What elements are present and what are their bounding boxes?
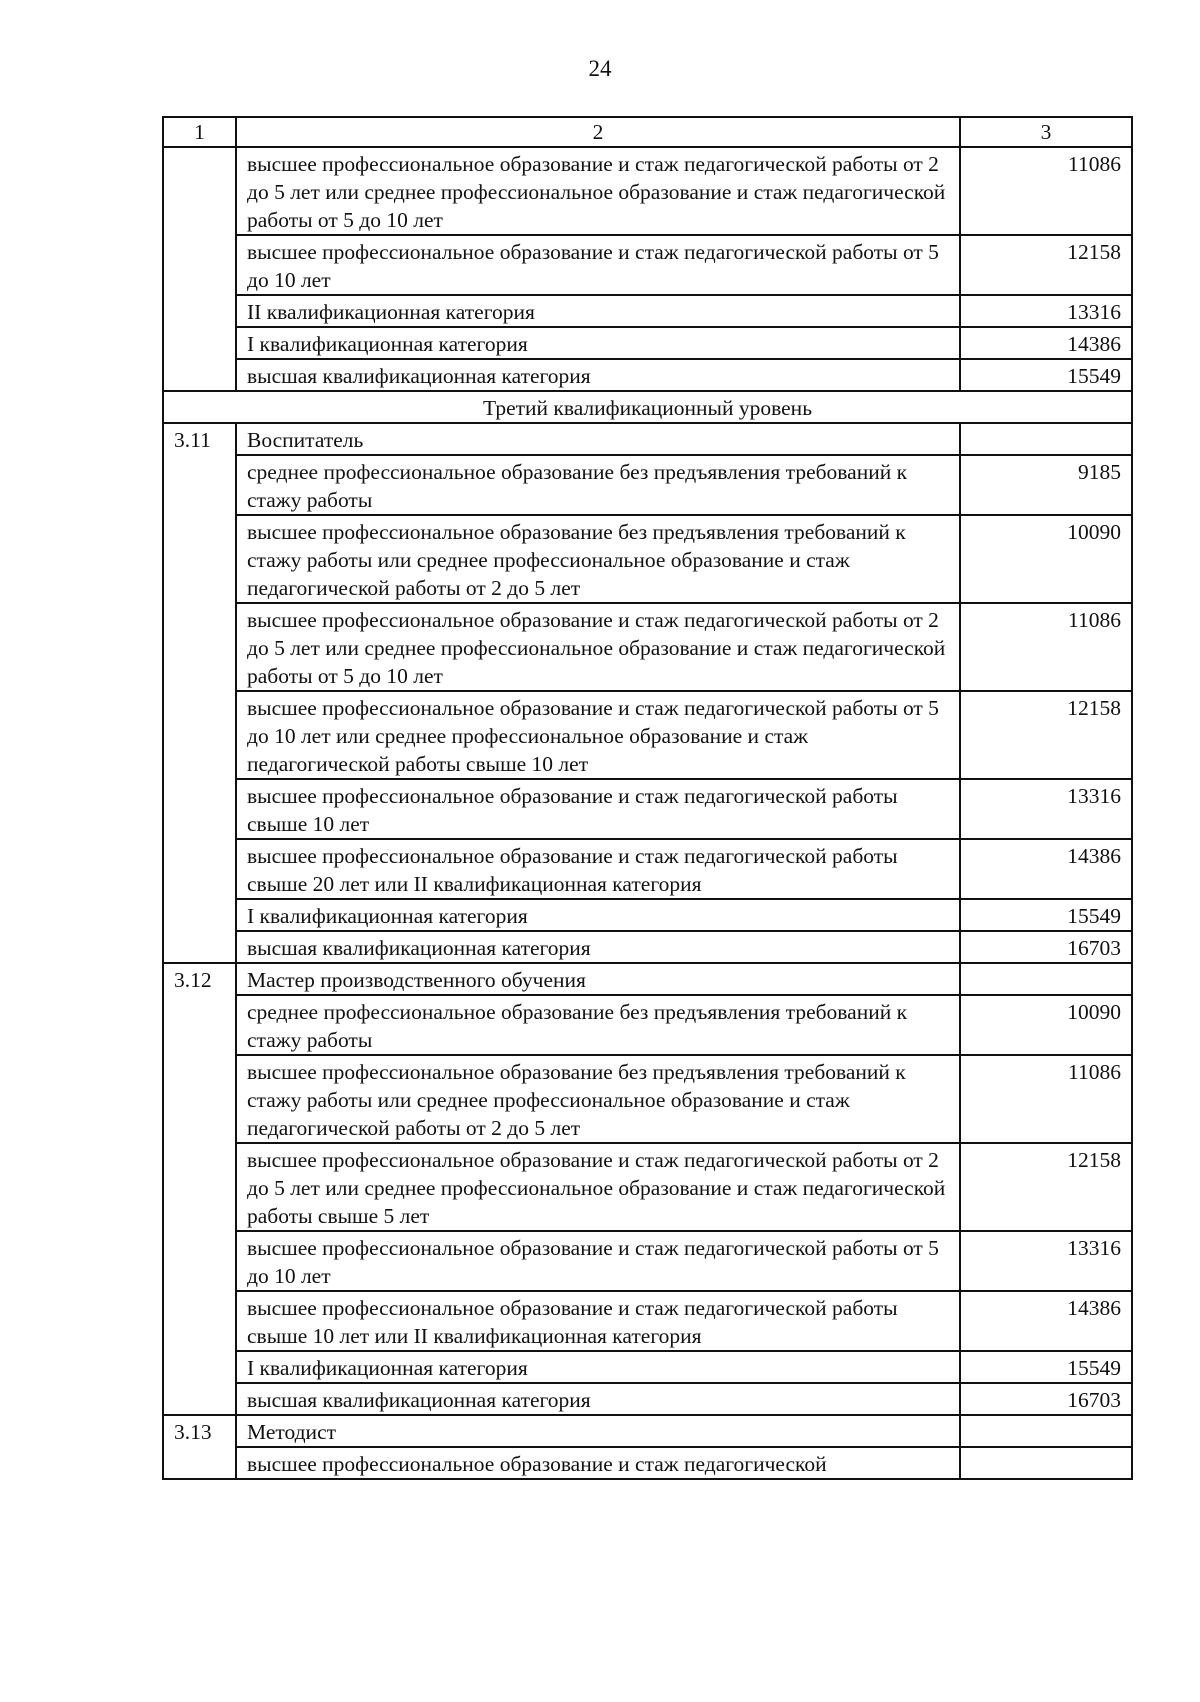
table-row [163,899,1132,931]
page-number: 24 [588,56,612,81]
salary-value: 10090 [960,515,1132,603]
table-row [163,515,1132,603]
salary-table [162,116,1133,1480]
section-title-row [163,1415,1132,1447]
section-number: 3.11 [163,423,236,963]
table-row [163,359,1132,391]
condition-text: среднее профессиональное образование без предъявления требований к стажу работы [236,455,960,515]
table-row [163,295,1132,327]
salary-value: 16703 [960,931,1132,963]
table-row [163,691,1132,779]
section-title: Воспитатель [236,423,960,455]
table-header-row [163,117,1132,147]
condition-text: высшее профессиональное образование и стаж педагогической работы от 5 до 10 лет [236,235,960,295]
table-row [163,1143,1132,1231]
section-title: Мастер производственного обучения [236,963,960,995]
level-heading-row [163,391,1132,423]
condition-text: высшее профессиональное образование и стаж педагогической работы свыше 10 лет или II квалификационная категория [236,1291,960,1351]
table-body [163,117,1132,1479]
section-title: Методист [236,1415,960,1447]
salary-value: 11086 [960,147,1132,235]
condition-text: высшая квалификационная категория [236,931,960,963]
table-row [163,995,1132,1055]
salary-value: 14386 [960,1291,1132,1351]
condition-text: среднее профессиональное образование без предъявления требований к стажу работы [236,995,960,1055]
table-row [163,147,1132,235]
salary-value: 15549 [960,359,1132,391]
condition-text: II квалификационная категория [236,295,960,327]
section-number: 3.13 [163,1415,236,1479]
salary-value: 11086 [960,1055,1132,1143]
section-title-value [960,963,1132,995]
salary-value: 14386 [960,327,1132,359]
section-title-value [960,423,1132,455]
salary-value: 14386 [960,839,1132,899]
salary-value: 11086 [960,603,1132,691]
salary-value: 13316 [960,1231,1132,1291]
section-title-value [960,1415,1132,1447]
salary-value: 12158 [960,691,1132,779]
salary-value: 12158 [960,235,1132,295]
table-row [163,1383,1132,1415]
salary-value: 12158 [960,1143,1132,1231]
section-title-row [163,963,1132,995]
table-row [163,603,1132,691]
salary-value: 16703 [960,1383,1132,1415]
condition-text: I квалификационная категория [236,327,960,359]
salary-value: 13316 [960,295,1132,327]
table-row [163,1291,1132,1351]
condition-text: высшее профессиональное образование без предъявления требований к стажу работы или среднее профессиональное образование и стаж педагогической работы от 2 до 5 лет [236,515,960,603]
table-row [163,1351,1132,1383]
column-header-3: 3 [960,117,1132,147]
condition-text: высшее профессиональное образование и стаж педагогической [236,1447,960,1479]
condition-text: высшее профессиональное образование и стаж педагогической работы от 5 до 10 лет или среднее профессиональное образование и стаж педагогической работы свыше 10 лет [236,691,960,779]
table-row [163,1055,1132,1143]
condition-text: высшее профессиональное образование без предъявления требований к стажу работы или среднее профессиональное образование и стаж педагогической работы от 2 до 5 лет [236,1055,960,1143]
salary-value: 10090 [960,995,1132,1055]
column-header-2: 2 [236,117,960,147]
section-number: 3.12 [163,963,236,1415]
condition-text: высшее профессиональное образование и стаж педагогической работы от 2 до 5 лет или среднее профессиональное образование и стаж педагогической работы от 5 до 10 лет [236,147,960,235]
table-row [163,235,1132,295]
condition-text: высшая квалификационная категория [236,359,960,391]
table-row [163,839,1132,899]
salary-value: 15549 [960,899,1132,931]
section-number-cell [163,147,236,391]
section-title-row [163,423,1132,455]
condition-text: I квалификационная категория [236,899,960,931]
table-row [163,1447,1132,1479]
condition-text: высшее профессиональное образование и стаж педагогической работы от 5 до 10 лет [236,1231,960,1291]
salary-value: 13316 [960,779,1132,839]
table-row [163,1231,1132,1291]
condition-text: высшая квалификационная категория [236,1383,960,1415]
condition-text: высшее профессиональное образование и стаж педагогической работы свыше 10 лет [236,779,960,839]
level-heading: Третий квалификационный уровень [163,391,1132,423]
condition-text: I квалификационная категория [236,1351,960,1383]
salary-value [960,1447,1132,1479]
column-header-1: 1 [163,117,236,147]
salary-value: 9185 [960,455,1132,515]
table-row [163,327,1132,359]
table-row [163,455,1132,515]
table-row [163,931,1132,963]
salary-value: 15549 [960,1351,1132,1383]
condition-text: высшее профессиональное образование и стаж педагогической работы от 2 до 5 лет или среднее профессиональное образование и стаж педагогической работы свыше 5 лет [236,1143,960,1231]
condition-text: высшее профессиональное образование и стаж педагогической работы от 2 до 5 лет или среднее профессиональное образование и стаж педагогической работы от 5 до 10 лет [236,603,960,691]
table-row [163,779,1132,839]
condition-text: высшее профессиональное образование и стаж педагогической работы свыше 20 лет или II квалификационная категория [236,839,960,899]
